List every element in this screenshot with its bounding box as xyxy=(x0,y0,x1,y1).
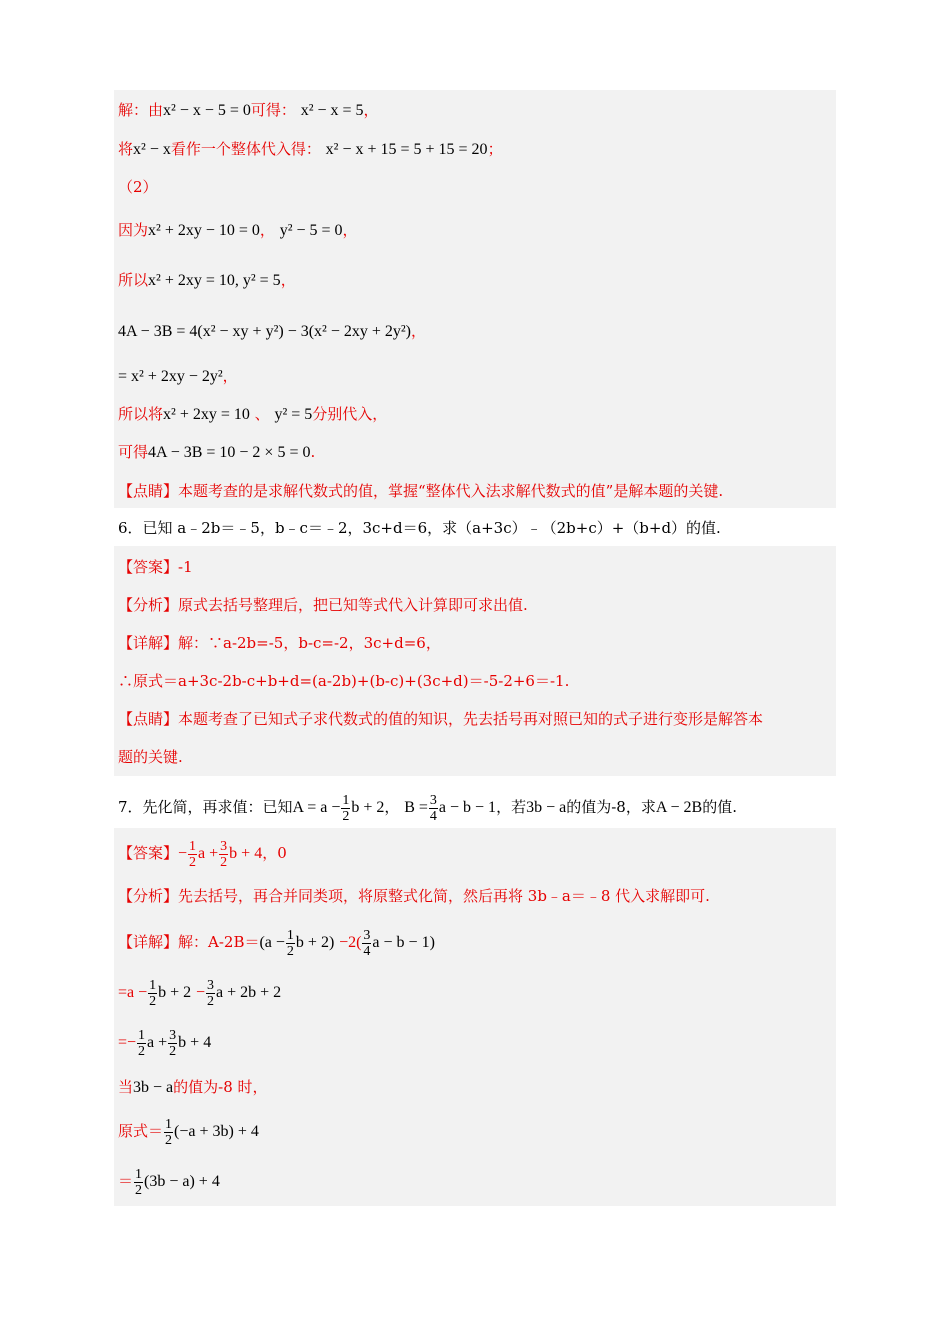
text: ，若 xyxy=(496,798,527,816)
fraction: $\frac{3}{4}$ xyxy=(429,792,437,824)
q6-comment-cont xyxy=(118,746,183,768)
text: 【答案】-1 xyxy=(118,558,193,576)
math: =− xyxy=(118,1034,137,1051)
math: x² + 2xy − 10 = 0 xyxy=(148,222,260,239)
text: ，0 xyxy=(262,844,287,862)
fraction: $\frac{3}{2}$ xyxy=(169,1027,177,1059)
text: 的值为-8 时， xyxy=(173,1078,268,1096)
math: 4A − 3B = 4(x² − xy + y²) − 3(x² − 2xy + 2y²) xyxy=(118,323,412,340)
text: ， xyxy=(259,221,275,239)
text: 分别代入， xyxy=(312,405,388,423)
text: 可得： xyxy=(250,101,296,119)
math: b + 2 xyxy=(158,984,192,1001)
q6-analysis xyxy=(118,594,528,616)
text: 因为 xyxy=(118,221,149,239)
text: 的值. xyxy=(702,798,737,816)
fraction: $\frac{1}{2}$ xyxy=(342,792,350,824)
text: 【点睛】本题考查的是求解代数式的值，掌握“整体代入法求解代数式的值”是解本题的关键. xyxy=(118,482,724,500)
math: − xyxy=(195,984,205,1001)
text: 当 xyxy=(118,1078,134,1096)
math: (−a + 3b) + 4 xyxy=(174,1123,259,1140)
line-part-2 xyxy=(118,176,158,198)
text: ， xyxy=(384,798,400,816)
text: ， xyxy=(342,221,358,239)
line-comment xyxy=(118,480,723,502)
math: 4A − 3B = 10 − 2 × 5 = 0 xyxy=(148,444,311,461)
text: 解：由 xyxy=(118,101,164,119)
text: 看作一个整体代入得： xyxy=(170,140,321,158)
fraction: $\frac{3}{4}$ xyxy=(363,927,371,959)
q7-detail-5 xyxy=(118,1114,259,1148)
text: ∴原式＝a+3c-2b-c+b+d=(a-2b)+(b-c)+(3c+d)＝-5-2+6＝-1. xyxy=(118,672,570,690)
line-solution-step1 xyxy=(118,99,379,121)
q7-detail-2 xyxy=(118,975,281,1009)
math: A = a − xyxy=(292,799,341,816)
q7-analysis xyxy=(118,885,710,907)
math: − xyxy=(178,845,188,862)
question-7 xyxy=(118,790,737,824)
math: a + xyxy=(147,1034,168,1051)
math: x² − x = 5 xyxy=(300,102,364,119)
math: B = xyxy=(404,799,428,816)
math: = x² + 2xy − 2y² xyxy=(118,368,223,385)
fraction: $\frac{1}{2}$ xyxy=(149,977,157,1009)
math: a + xyxy=(198,845,219,862)
math: y² − 5 = 0 xyxy=(279,222,343,239)
math: b + 4 xyxy=(178,1034,212,1051)
fraction: $\frac{1}{2}$ xyxy=(189,838,197,870)
math: a − b − 1 xyxy=(438,799,497,816)
fraction: $\frac{3}{2}$ xyxy=(220,838,228,870)
math: y² = 5 xyxy=(274,406,313,423)
question-6 xyxy=(118,517,721,539)
math: x² + 2xy = 10 xyxy=(163,406,250,423)
math: x² − x − 5 = 0 xyxy=(163,102,251,119)
text: ， xyxy=(363,101,379,119)
text: 【分析】原式去括号整理后，把已知等式代入计算即可求出值. xyxy=(118,596,528,614)
fraction: $\frac{1}{2}$ xyxy=(286,927,294,959)
text: ， xyxy=(222,367,238,385)
math: (3b − a) + 4 xyxy=(144,1173,220,1190)
text: ； xyxy=(487,140,503,158)
q6-detail xyxy=(118,632,441,654)
q7-detail-6 xyxy=(118,1164,220,1198)
text: ＝ xyxy=(118,1172,134,1190)
line-result xyxy=(118,441,315,463)
math: b + 4 xyxy=(229,845,263,862)
math: 3b − a xyxy=(133,1079,174,1096)
text: 【点睛】本题考查了已知式子求代数式的值的知识，先去括号再对照已知的式子进行变形是解答本 xyxy=(118,710,764,728)
text: 可得 xyxy=(118,443,149,461)
q7-detail-1 xyxy=(118,925,435,959)
math: a + 2b + 2 xyxy=(216,984,282,1001)
fraction: $\frac{1}{2}$ xyxy=(135,1166,143,1198)
math: x² − x + 15 = 5 + 15 = 20 xyxy=(325,141,488,158)
text: 【答案】 xyxy=(118,844,179,862)
math: =a − xyxy=(118,984,148,1001)
line-expand xyxy=(118,320,426,342)
text: 【详解】解：A-2B＝ xyxy=(118,933,260,951)
text: 【详解】解：∵a-2b=-5，b-c=-2，3c+d=6， xyxy=(118,634,441,652)
math: b + 2 xyxy=(351,799,385,816)
text: . xyxy=(310,443,316,461)
math: x² + 2xy = 10, y² = 5 xyxy=(148,272,281,289)
math: (a − xyxy=(259,934,285,951)
q7-detail-4 xyxy=(118,1076,268,1098)
math: b + 2) xyxy=(295,934,335,951)
q6-answer xyxy=(118,556,193,578)
line-substitute xyxy=(118,403,387,425)
q6-result xyxy=(118,670,569,692)
text: 6．已知 a﹣2b＝﹣5，b﹣c＝﹣2，3c+d＝6，求（a+3c）﹣（2b+c）+（b+d）的值. xyxy=(118,519,721,537)
math: a − b − 1) xyxy=(372,934,435,951)
text: 、 xyxy=(254,405,270,423)
math: x² − x xyxy=(133,141,171,158)
math: −2( xyxy=(339,934,362,951)
solution-block-6 xyxy=(114,546,836,776)
text: 所以将 xyxy=(118,405,164,423)
text: 所以 xyxy=(118,271,149,289)
fraction: $\frac{1}{2}$ xyxy=(165,1116,173,1148)
text: （2） xyxy=(118,178,158,196)
q7-detail-3 xyxy=(118,1025,211,1059)
text: 的值为-8，求 xyxy=(566,798,656,816)
line-solution-step2 xyxy=(118,138,503,160)
q6-comment xyxy=(118,708,763,730)
line-therefore xyxy=(118,269,296,291)
fraction: $\frac{3}{2}$ xyxy=(207,977,214,1009)
math: 3b − a xyxy=(526,799,567,816)
line-given xyxy=(118,219,358,241)
math: A − 2B xyxy=(655,799,703,816)
text: ， xyxy=(280,271,296,289)
text: 【分析】先去括号，再合并同类项，将原整式化简，然后再将 3b﹣a＝﹣8 代入求解即可. xyxy=(118,887,710,905)
text: ， xyxy=(411,322,427,340)
line-simplify xyxy=(118,365,238,387)
text: 原式＝ xyxy=(118,1122,164,1140)
q7-answer xyxy=(118,836,287,870)
text: 题的关键. xyxy=(118,748,183,766)
fraction: $\frac{1}{2}$ xyxy=(138,1027,146,1059)
text: 将 xyxy=(118,140,134,158)
text: 7．先化简，再求值：已知 xyxy=(118,798,293,816)
